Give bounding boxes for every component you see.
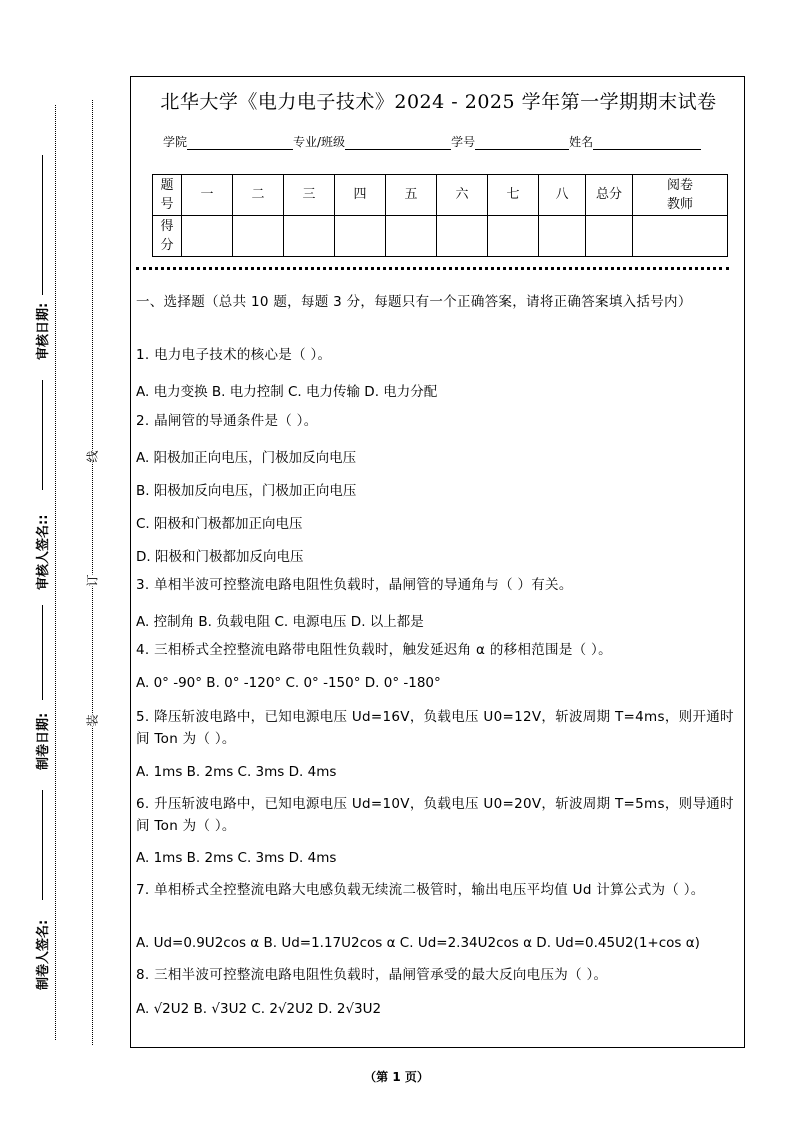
question-options: A. √2U2 B. √3U2 C. 2√2U2 D. 2√3U2 <box>136 1001 382 1017</box>
score-cell-header: 七 <box>488 175 539 216</box>
page-number: （第 1 页） <box>364 1070 429 1084</box>
question-option: B. 阳极加反向电压，门极加正向电压 <box>136 483 357 499</box>
binding-dotted-line-inner <box>92 100 93 1045</box>
binding-char-ding: 订 <box>85 574 100 587</box>
score-input-cell[interactable] <box>437 216 488 257</box>
student-id-field[interactable] <box>475 137 569 150</box>
student-info-row <box>163 133 701 150</box>
score-cell-header: 六 <box>437 175 488 216</box>
score-cell-header: 总分 <box>586 175 633 216</box>
reviewer-sign-blank <box>42 380 43 490</box>
major-class-field[interactable] <box>345 137 451 150</box>
question-stem: 5. 降压斩波电路中，已知电源电压 Ud=16V，负载电压 U0=12V，斩波周期 T=4ms，则开通时间 Ton 为（ ）。 <box>136 709 734 747</box>
maker-sign-blank <box>42 790 43 900</box>
maker-sign-label: 制卷人签名: <box>36 919 51 990</box>
reviewer-sign-label: 审核人签名:: <box>36 514 51 590</box>
question-stem: 4. 三相桥式全控整流电路带电阻性负载时，触发延迟角 α 的移相范围是（ ）。 <box>136 642 612 658</box>
score-cell-header: 四 <box>335 175 386 216</box>
question-stem: 2. 晶闸管的导通条件是（ ）。 <box>136 413 318 429</box>
reviewer-date-label: 审核日期: <box>36 302 51 360</box>
question-options: A. 1ms B. 2ms C. 3ms D. 4ms <box>136 764 337 780</box>
score-input-cell[interactable] <box>633 216 728 257</box>
score-input-cell[interactable] <box>284 216 335 257</box>
score-input-cell[interactable] <box>488 216 539 257</box>
maker-date-blank <box>42 605 43 700</box>
major-label: 专业/班级 <box>293 135 346 149</box>
question-option: A. 阳极加正向电压，门极加反向电压 <box>136 450 357 466</box>
binding-dotted-line-outer <box>55 105 56 1040</box>
binding-char-zhuang: 装 <box>85 714 100 727</box>
reviewer-date-blank <box>42 155 43 295</box>
score-row-label: 得 分 <box>153 216 182 257</box>
score-cell-header: 二 <box>233 175 284 216</box>
score-input-cell[interactable] <box>539 216 586 257</box>
score-table-header-row <box>153 175 728 216</box>
question-option: C. 阳极和门极都加正向电压 <box>136 516 303 532</box>
exam-paper-frame <box>130 76 745 1048</box>
student-id-label: 学号 <box>451 135 476 149</box>
maker-date-label: 制卷日期: <box>36 712 51 770</box>
question-options: A. 1ms B. 2ms C. 3ms D. 4ms <box>136 850 337 866</box>
question-stem: 3. 单相半波可控整流电路电阻性负载时，晶闸管的导通角与（ ）有关。 <box>136 577 573 593</box>
score-input-cell[interactable] <box>586 216 633 257</box>
question-options: A. 0° -90° B. 0° -120° C. 0° -150° D. 0° -180° <box>136 675 441 691</box>
score-input-cell[interactable] <box>386 216 437 257</box>
score-cell-header: 八 <box>539 175 586 216</box>
score-cell-header: 题 号 <box>153 175 182 216</box>
score-cell-header: 一 <box>182 175 233 216</box>
question-options: A. 电力变换 B. 电力控制 C. 电力传输 D. 电力分配 <box>136 384 438 400</box>
score-cell-header: 三 <box>284 175 335 216</box>
binding-char-xian: 线 <box>85 450 100 463</box>
college-field[interactable] <box>187 137 293 150</box>
name-field[interactable] <box>593 137 701 150</box>
score-input-cell[interactable] <box>182 216 233 257</box>
question-options: A. Ud=0.9U2cos α B. Ud=1.17U2cos α C. Ud=2.34U2cos α D. Ud=0.45U2(1+cos α) <box>136 935 700 951</box>
question-option: D. 阳极和门极都加反向电压 <box>136 549 304 565</box>
score-cell-header: 五 <box>386 175 437 216</box>
college-label: 学院 <box>163 135 188 149</box>
dotted-separator <box>136 267 729 270</box>
question-stem: 7. 单相桥式全控整流电路大电感负载无续流二极管时，输出电压平均值 Ud 计算公式为（ ）。 <box>136 882 705 898</box>
question-options: A. 控制角 B. 负载电阻 C. 电源电压 D. 以上都是 <box>136 614 424 630</box>
exam-title: 北华大学《电力电子技术》2024 - 2025 学年第一学期期末试卷 <box>160 91 717 113</box>
score-input-cell[interactable] <box>335 216 386 257</box>
score-input-cell[interactable] <box>233 216 284 257</box>
score-cell-header: 阅卷 教师 <box>633 175 728 216</box>
question-stem: 1. 电力电子技术的核心是（ ）。 <box>136 347 332 363</box>
name-label: 姓名 <box>569 135 594 149</box>
score-table-score-row <box>153 216 728 257</box>
score-table <box>152 174 728 257</box>
question-stem: 6. 升压斩波电路中，已知电源电压 Ud=10V，负载电压 U0=20V，斩波周期 T=5ms，则导通时间 Ton 为（ ）。 <box>136 796 734 834</box>
section-heading: 一、选择题（总共 10 题，每题 3 分，每题只有一个正确答案，请将正确答案填入括号内） <box>136 294 692 310</box>
question-stem: 8. 三相半波可控整流电路电阻性负载时，晶闸管承受的最大反向电压为（ ）。 <box>136 967 608 983</box>
